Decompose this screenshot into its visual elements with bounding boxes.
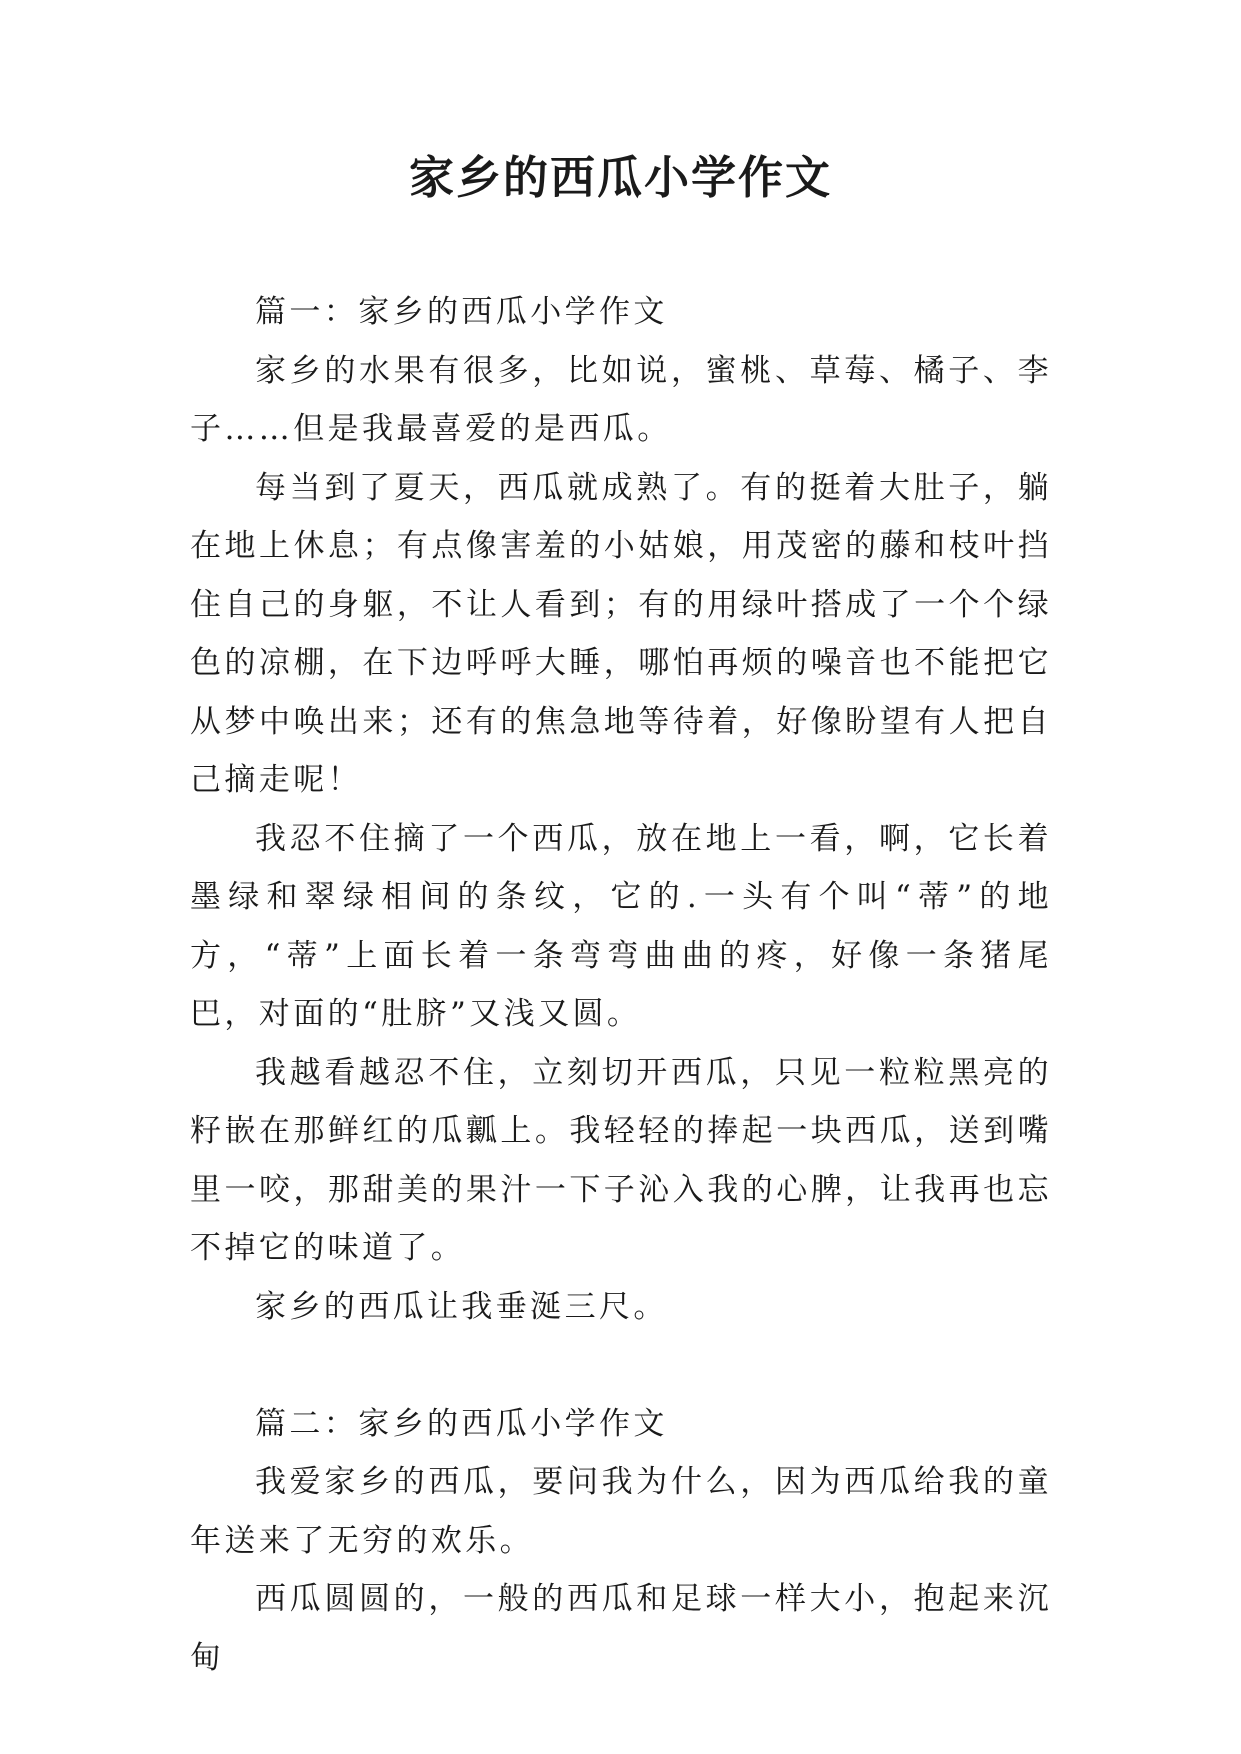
paragraph: 每当到了夏天，西瓜就成熟了。有的挺着大肚子，躺在地上休息；有点像害羞的小姑娘，用茂密的藤和枝叶挡住自己的身躯，不让人看到；有的用绿叶搭成了一个个绿色的凉棚，在下边呼呼大睡，哪怕再烦的噪音也不能把它从梦中唤出来；还有的焦急地等待着，好像盼望有人把自己摘走呢！	[190, 469, 1052, 798]
section-heading: 篇二：家乡的西瓜小学作文	[255, 1405, 668, 1442]
paragraph: 家乡的西瓜让我垂涎三尺。	[255, 1288, 668, 1325]
paragraph: 我越看越忍不住，立刻切开西瓜，只见一粒粒黑亮的籽嵌在那鲜红的瓜瓤上。我轻轻的捧起一块西瓜，送到嘴里一咬，那甜美的果汁一下子沁入我的心脾，让我再也忘不掉它的味道了。	[190, 1054, 1052, 1266]
section-heading: 篇一：家乡的西瓜小学作文	[255, 294, 668, 330]
document-body	[190, 283, 1052, 1687]
paragraph: 家乡的水果有很多，比如说，蜜桃、草莓、橘子、李子……但是我最喜爱的是西瓜。	[190, 352, 1052, 447]
section-divider	[190, 1336, 1052, 1395]
paragraph: 我忍不住摘了一个西瓜，放在地上一看，啊，它长着墨绿和翠绿相间的条纹，它的.一头有个叫“蒂”的地方，“蒂”上面长着一条弯弯曲曲的疼，好像一条猪尾巴，对面的“肚脐”又浅又圆。	[190, 820, 1052, 1032]
paragraph: 我爱家乡的西瓜，要问我为什么，因为西瓜给我的童年送来了无穷的欢乐。	[190, 1464, 1052, 1559]
paragraph: 西瓜圆圆的，一般的西瓜和足球一样大小，抱起来沉甸	[190, 1581, 1052, 1676]
document-title: 家乡的西瓜小学作文	[408, 151, 832, 204]
